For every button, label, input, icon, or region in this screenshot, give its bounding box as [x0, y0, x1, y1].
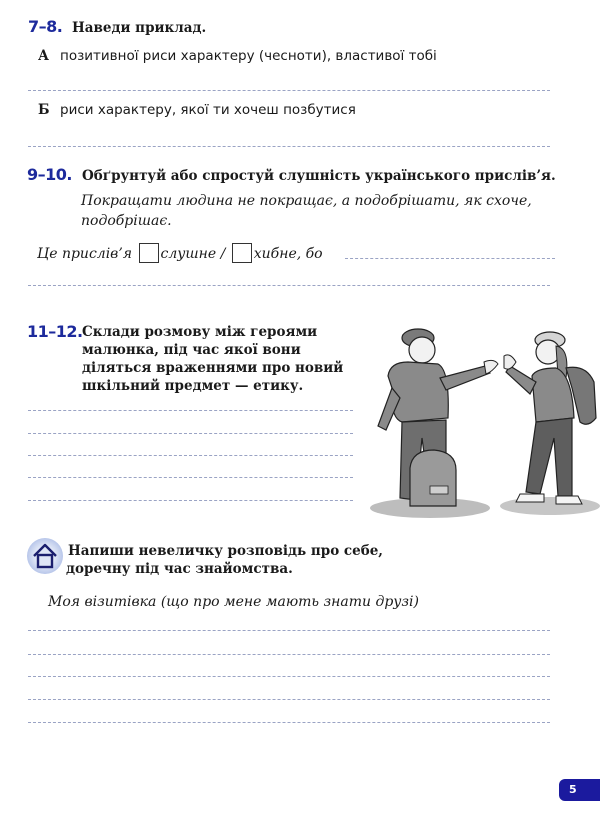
answer-line[interactable]	[28, 676, 550, 677]
answer-line[interactable]	[28, 410, 353, 411]
option-false-label: хибне, бо	[253, 246, 323, 262]
item-a	[38, 48, 437, 64]
answer-line[interactable]	[28, 477, 353, 478]
home-icon	[27, 538, 63, 574]
item-letter: Б	[38, 102, 50, 118]
checkbox-false[interactable]	[232, 243, 252, 263]
task-number-7-8: 7–8.	[28, 17, 63, 36]
instruction-line: Склади розмову між героями	[82, 324, 318, 340]
proverb-text	[81, 191, 561, 231]
answer-line[interactable]	[28, 455, 353, 456]
item-text: позитивної риси характеру (чесноти), властивої тобі	[60, 48, 437, 64]
instruction-line: шкільний предмет — етику.	[82, 378, 304, 394]
answer-line[interactable]	[28, 285, 550, 286]
two-students-illustration	[360, 318, 600, 518]
answer-line[interactable]	[28, 500, 353, 501]
task-number-11-12: 11–12.	[27, 322, 83, 341]
homework-prompt: Моя візитівка (що про мене мають знати друзі)	[48, 594, 419, 610]
instruction-line: доречну під час знайомства.	[66, 561, 293, 577]
answer-line[interactable]	[28, 722, 550, 723]
task-instruction-9-10: Обґрунтуй або спростуй слушність українського прислів’я.	[82, 168, 556, 184]
task-number-9-10: 9–10.	[27, 165, 72, 184]
proverb-line-2: подобрішає.	[81, 213, 172, 229]
item-letter: А	[38, 48, 49, 64]
answer-line[interactable]	[28, 90, 550, 91]
item-text: риси характеру, якої ти хочеш позбутися	[60, 102, 356, 118]
instruction-line: діляться враженнями про новий	[82, 360, 344, 376]
answer-line[interactable]	[28, 654, 550, 655]
answer-line[interactable]	[28, 699, 550, 700]
page-number-badge: 5	[559, 779, 600, 801]
answer-line[interactable]	[28, 433, 353, 434]
task-instruction-7-8: Наведи приклад.	[72, 20, 207, 36]
answer-line[interactable]	[345, 258, 555, 259]
answer-line[interactable]	[28, 630, 550, 631]
proverb-line-1: Покращати людина не покращає, а подобрішати, як схоче,	[81, 193, 532, 209]
option-true-label: слушне /	[160, 246, 226, 262]
answer-prefix: Це прислів’я	[37, 246, 133, 262]
item-b	[38, 102, 356, 118]
task-instruction-11-12	[82, 323, 343, 395]
homework-instruction	[66, 542, 383, 578]
answer-line[interactable]	[28, 146, 550, 147]
instruction-line: Напиши невеличку розповідь про себе,	[68, 543, 384, 559]
checkbox-true[interactable]	[139, 243, 159, 263]
instruction-line: малюнка, під час якої вони	[82, 342, 301, 358]
proverb-answer-row	[37, 243, 323, 264]
